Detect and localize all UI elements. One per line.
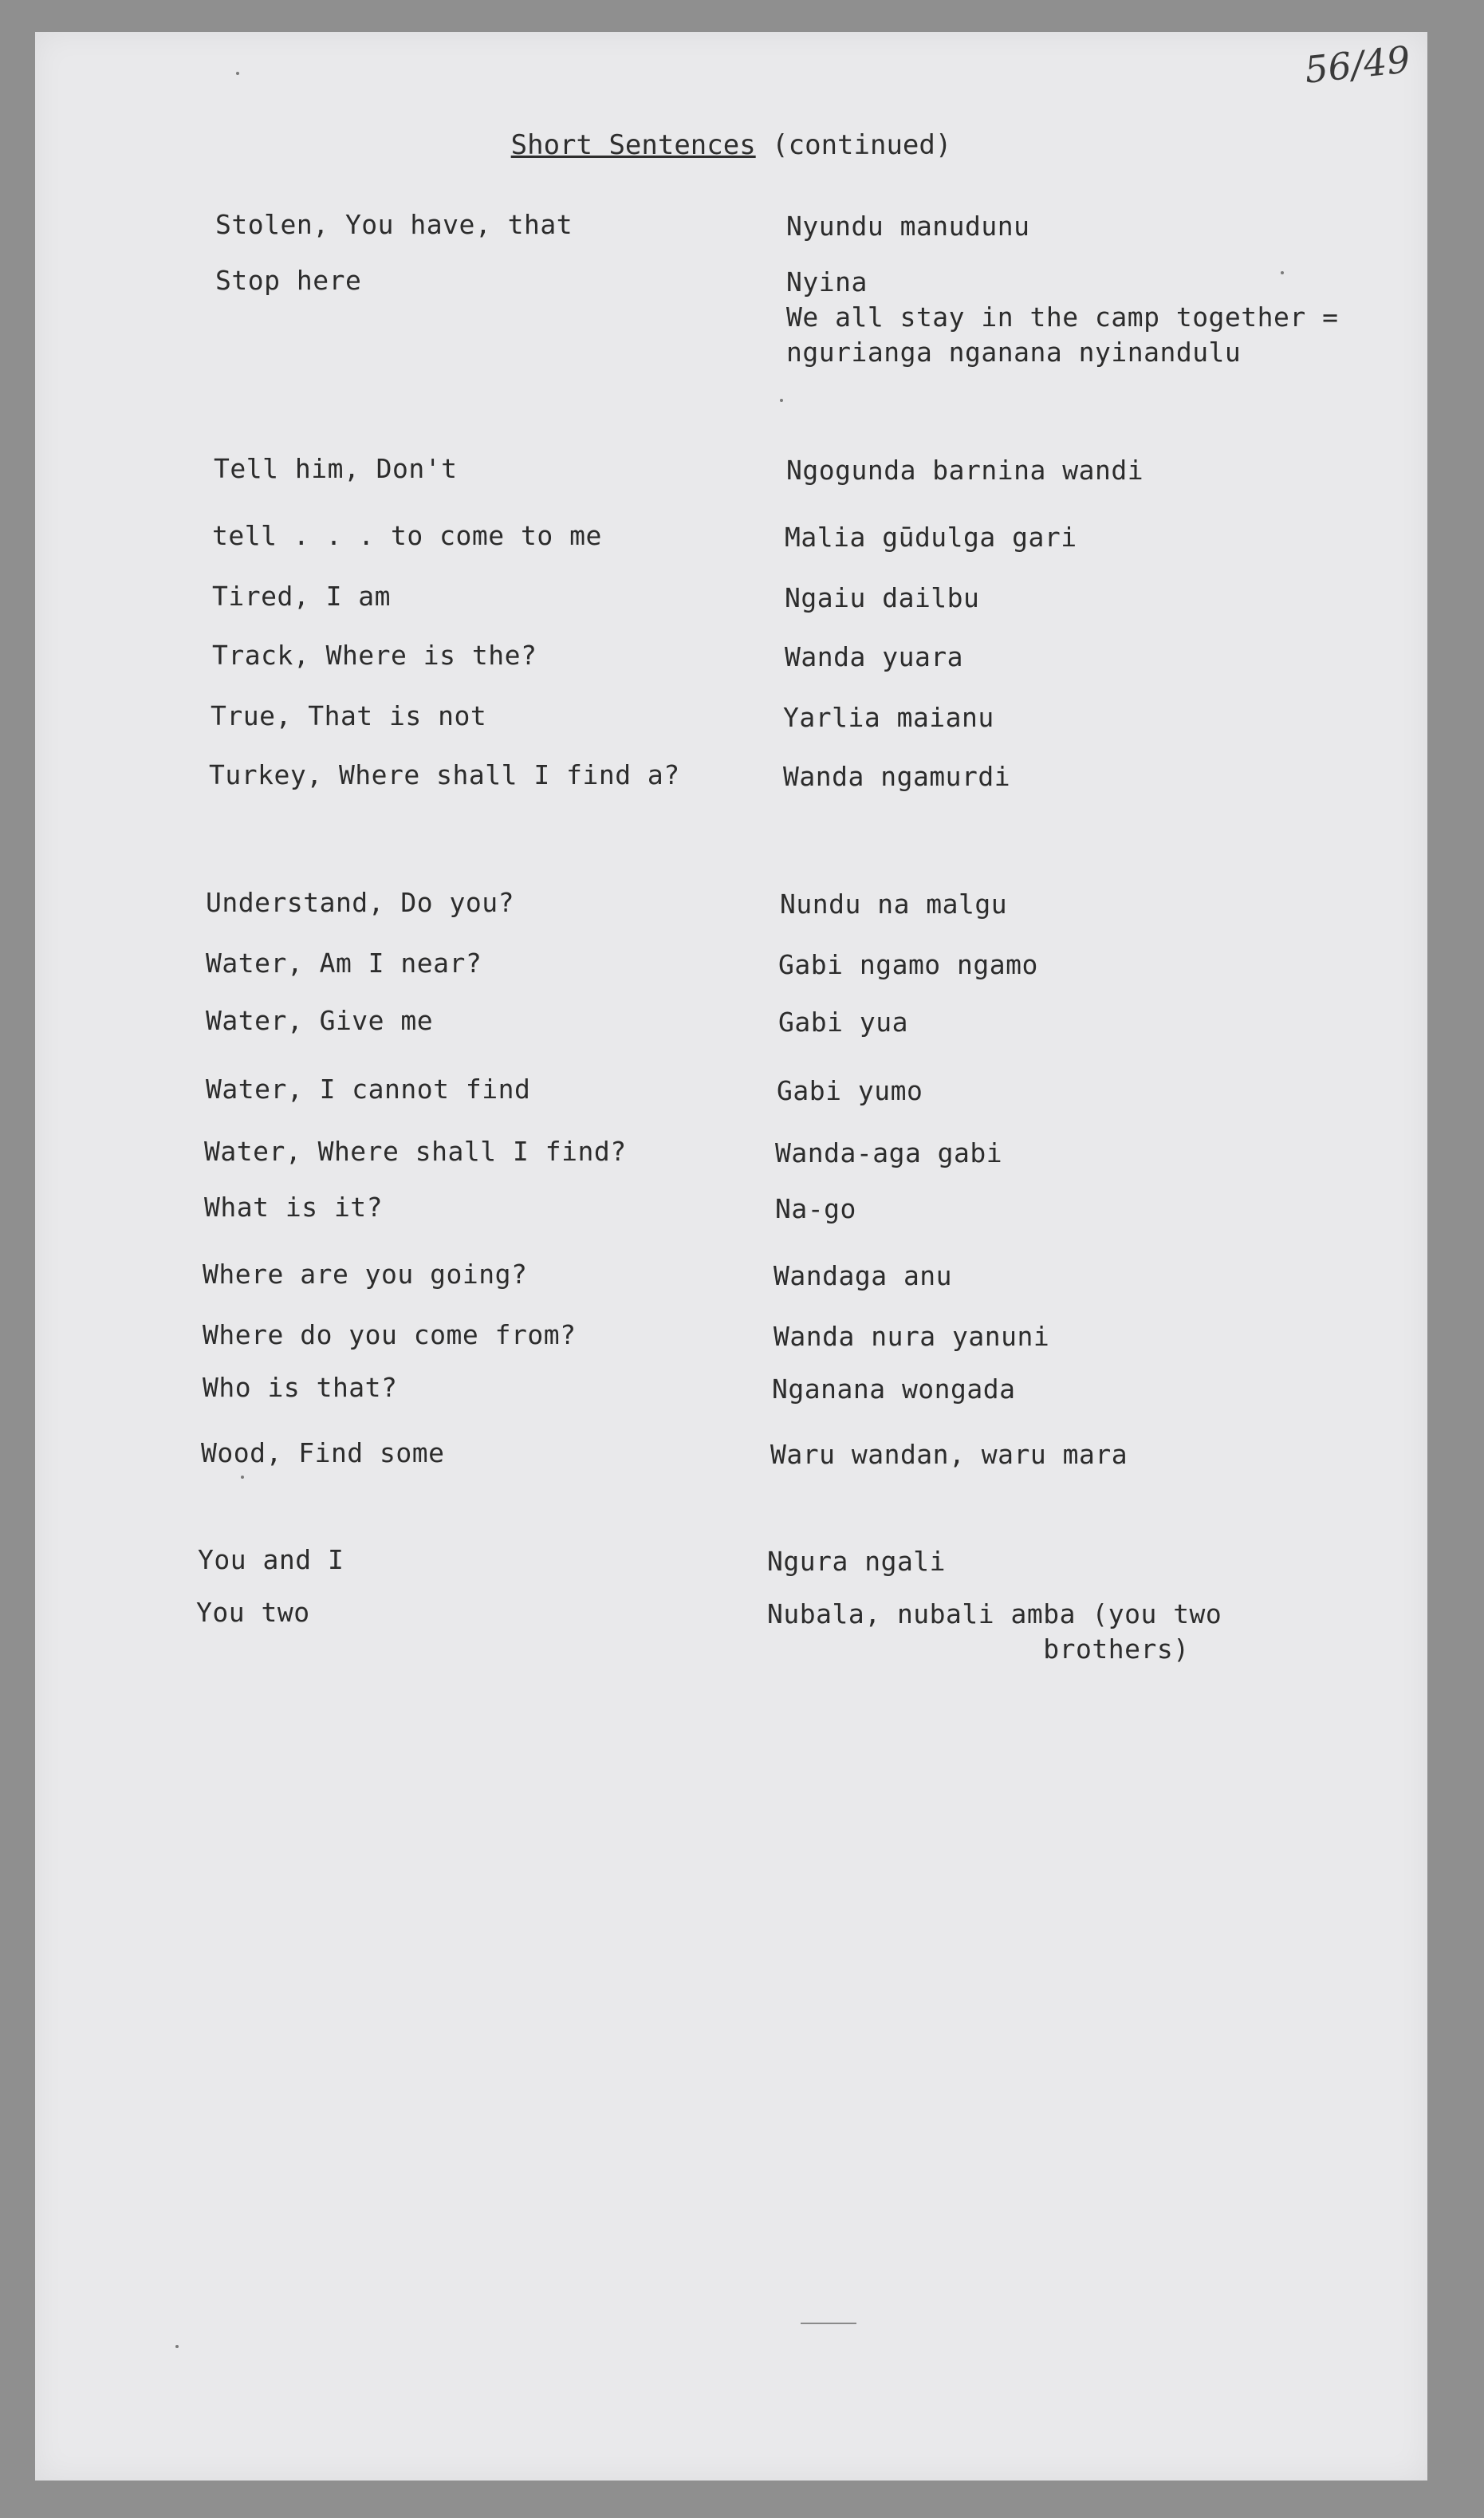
page-heading: [35, 129, 1427, 161]
aboriginal-translation: Nganana wongada: [772, 1373, 1016, 1405]
aboriginal-translation: Nubala, nubali amba (you two brothers): [767, 1598, 1222, 1665]
english-phrase: tell . . . to come to me: [212, 520, 602, 551]
english-phrase: Who is that?: [203, 1372, 398, 1403]
english-phrase: Where are you going?: [203, 1259, 528, 1290]
aboriginal-translation: Wanda-aga gabi: [775, 1137, 1003, 1168]
english-phrase: True, That is not: [211, 700, 487, 731]
english-phrase: Stolen, You have, that: [215, 209, 573, 240]
aboriginal-translation: Wanda nura yanuni: [773, 1321, 1050, 1352]
english-phrase: Water, Where shall I find?: [204, 1136, 627, 1167]
paper-speck: [780, 399, 783, 402]
english-phrase: Wood, Find some: [201, 1437, 445, 1468]
paper-speck: [236, 72, 239, 75]
aboriginal-translation: Ngura ngali: [767, 1546, 947, 1577]
aboriginal-translation: Nyundu manudunu: [786, 211, 1030, 242]
english-phrase: Water, Am I near?: [206, 948, 482, 979]
aboriginal-translation: Ngogunda barnina wandi: [786, 455, 1144, 486]
heading-title: Short Sentences: [510, 129, 756, 161]
aboriginal-translation: Nundu na malgu: [780, 889, 1008, 920]
aboriginal-translation: Gabi ngamo ngamo: [778, 949, 1038, 980]
english-phrase: What is it?: [204, 1192, 384, 1223]
aboriginal-translation: Ngaiu dailbu: [785, 582, 980, 613]
english-phrase: Water, Give me: [206, 1005, 434, 1036]
paper-speck: [1281, 271, 1284, 274]
english-phrase: Tired, I am: [212, 581, 392, 612]
aboriginal-translation: Malia gūdulga gari: [785, 522, 1077, 553]
paper-speck: [175, 2345, 179, 2348]
aboriginal-translation: Na-go: [775, 1193, 856, 1224]
aboriginal-translation: Waru wandan, waru mara: [770, 1439, 1128, 1470]
aboriginal-translation: Yarlia maianu: [783, 702, 994, 733]
aboriginal-translation: Wanda yuara: [785, 641, 964, 672]
aboriginal-translation: Wandaga anu: [773, 1260, 953, 1291]
aboriginal-translation: Gabi yua: [778, 1007, 908, 1038]
english-phrase: Stop here: [215, 265, 362, 296]
english-phrase: Where do you come from?: [203, 1319, 577, 1350]
english-phrase: Understand, Do you?: [206, 887, 514, 918]
english-phrase: Water, I cannot find: [206, 1074, 531, 1105]
aboriginal-translation: Nyina We all stay in the camp together = ngurianga nganana nyinandulu: [786, 266, 1339, 368]
english-phrase: Tell him, Don't: [214, 453, 458, 484]
document-page: [35, 32, 1427, 2481]
english-phrase: You and I: [198, 1544, 344, 1575]
english-phrase: Turkey, Where shall I find a?: [209, 759, 680, 790]
aboriginal-translation: Gabi yumo: [777, 1075, 923, 1106]
aboriginal-translation: Wanda ngamurdi: [783, 761, 1011, 792]
heading-suffix: (continued): [772, 129, 952, 161]
english-phrase: Track, Where is the?: [212, 640, 537, 671]
paper-mark: [801, 2323, 856, 2324]
english-phrase: You two: [196, 1597, 310, 1628]
page-number: 56/49: [1302, 37, 1413, 92]
paper-speck: [241, 1476, 244, 1479]
